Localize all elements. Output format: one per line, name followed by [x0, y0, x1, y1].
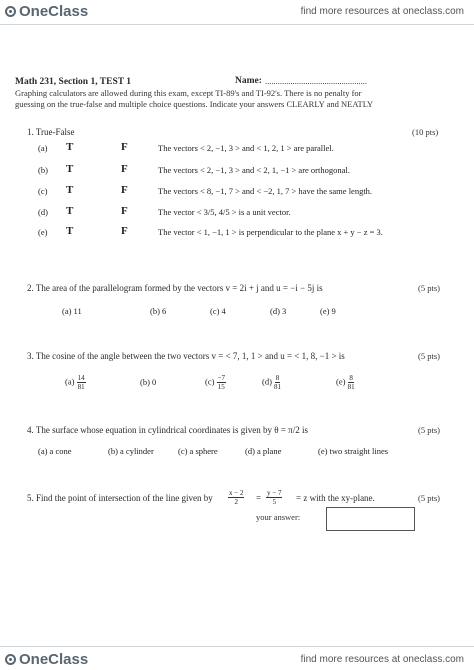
fraction	[217, 374, 226, 391]
tf-item-d	[38, 205, 291, 217]
true-option[interactable]: T	[66, 163, 74, 175]
q3-choice-a[interactable]	[65, 374, 86, 391]
numerator: x − 2	[229, 488, 244, 497]
q3-choice-d[interactable]	[262, 374, 281, 391]
choice-label: (e)	[336, 376, 346, 387]
fraction	[77, 374, 86, 391]
fraction	[266, 489, 282, 506]
oneclass-logo[interactable]	[5, 3, 88, 20]
q2-choice-c[interactable]: (c) 4	[210, 306, 226, 316]
q1-heading	[27, 127, 75, 138]
oneclass-brand-text: OneClass	[19, 3, 89, 20]
tf-item-a	[38, 141, 334, 153]
denominator: 2	[234, 497, 238, 506]
q5-equation-tail: = z with the xy-plane.	[296, 493, 375, 503]
numerator: 8	[349, 374, 353, 382]
tf-statement: The vectors < 2, −1, 3 > and < 2, 1, −1 > are orthogonal.	[158, 165, 350, 175]
top-bar	[0, 0, 474, 22]
tf-item-label: (e)	[38, 227, 48, 237]
bottom-bar	[0, 648, 474, 670]
numerator: 8	[275, 374, 280, 382]
denominator: 81	[347, 383, 355, 391]
q5-fraction-x	[228, 488, 244, 506]
denominator: 81	[77, 383, 85, 391]
oneclass-logo[interactable]	[5, 651, 88, 668]
q3-choice-b[interactable]	[140, 377, 156, 387]
choice-label: (b)	[140, 377, 150, 387]
tf-item-label: (a)	[38, 143, 48, 153]
true-option[interactable]: T	[66, 205, 74, 217]
choice-label: (c)	[205, 376, 215, 387]
q2-choice-b[interactable]: (b) 6	[150, 306, 167, 316]
name-blank: ................................................	[265, 76, 367, 86]
denominator: 5	[272, 497, 276, 506]
choice-label: (a)	[65, 376, 75, 387]
tf-statement: The vectors < 8, −1, 7 > and < −2, 1, 7 > have the same length.	[158, 186, 373, 196]
tf-item-label: (b)	[38, 165, 48, 175]
exam-header	[15, 76, 455, 88]
name-label: Name:	[235, 76, 262, 86]
q4-text: 4. The surface whose equation in cylindrical coordinates is given by θ = π/2 is	[27, 425, 308, 435]
oneclass-brand-text: OneClass	[19, 651, 89, 668]
q4-choice-a[interactable]: (a) a cone	[38, 446, 72, 456]
q2-choice-d[interactable]: (d) 3	[270, 306, 287, 316]
true-option[interactable]: T	[66, 225, 74, 237]
q3-choice-c[interactable]	[205, 374, 226, 391]
denominator: 15	[217, 383, 225, 391]
tf-item-label: (c)	[38, 186, 48, 196]
oneclass-logo-icon	[5, 6, 16, 17]
numerator: −7	[217, 374, 226, 382]
resources-link[interactable]: find more resources at oneclass.com	[300, 6, 464, 17]
bottom-divider	[0, 646, 474, 647]
resources-link[interactable]: find more resources at oneclass.com	[300, 654, 464, 665]
q5-fraction-y	[266, 488, 282, 506]
tf-item-e	[38, 225, 383, 237]
top-divider	[0, 24, 474, 25]
q4-choice-e[interactable]: (e) two straight lines	[318, 446, 389, 456]
false-option[interactable]: F	[121, 225, 128, 237]
q5-equals-1: =	[256, 493, 262, 503]
q3-points: (5 pts)	[418, 351, 440, 361]
false-option[interactable]: F	[121, 163, 128, 175]
instructions-line-1: Graphing calculators are allowed during this exam, except TI-89's and TI-92's. There is no penalty for	[15, 88, 362, 98]
false-option[interactable]: F	[121, 205, 128, 217]
fraction	[228, 489, 244, 506]
q4-points: (5 pts)	[418, 425, 440, 435]
q5-answer-label: your answer:	[256, 512, 301, 522]
exam-title: Math 231, Section 1, TEST 1	[15, 77, 132, 87]
tf-item-c	[38, 184, 373, 196]
choice-value: 0	[152, 377, 157, 387]
q4-choice-d[interactable]: (d) a plane	[245, 446, 282, 456]
q1-points: (10 pts)	[412, 127, 439, 137]
denominator: 81	[274, 383, 282, 391]
tf-item-label: (d)	[38, 207, 48, 217]
q5-points: (5 pts)	[418, 493, 440, 503]
true-option[interactable]: T	[66, 184, 74, 196]
q1-number: 1.	[27, 127, 34, 137]
q3-choice-e[interactable]	[336, 374, 355, 391]
tf-statement: The vector < 1, −1, 1 > is perpendicular to the plane x + y − z = 3.	[158, 227, 383, 237]
q2-choice-e[interactable]: (e) 9	[320, 306, 336, 316]
q1-title: True-False	[35, 127, 75, 137]
tf-item-b	[38, 163, 350, 175]
q4-choice-c[interactable]: (c) a sphere	[178, 446, 218, 456]
true-option[interactable]: T	[66, 141, 74, 153]
fraction	[348, 374, 355, 391]
q5-answer-box[interactable]	[326, 507, 415, 531]
numerator: y − 7	[267, 488, 282, 497]
instructions-line-2: guessing on the true-false and multiple choice questions. Indicate your answers CLEARLY and NEATLY	[15, 99, 374, 109]
q2-points: (5 pts)	[418, 283, 440, 293]
false-option[interactable]: F	[121, 184, 128, 196]
false-option[interactable]: F	[121, 141, 128, 153]
q2-text: 2. The area of the parallelogram formed by the vectors v = 2i + j and u = −i − 5j is	[27, 283, 323, 293]
choice-label: (d)	[262, 376, 272, 387]
q2-choice-a[interactable]: (a) 11	[62, 306, 82, 316]
q4-choice-b[interactable]: (b) a cylinder	[108, 446, 154, 456]
oneclass-logo-icon	[5, 654, 16, 665]
q3-text: 3. The cosine of the angle between the two vectors v = < 7, 1, 1 > and u = < 1, 8, −1 > is	[27, 351, 345, 361]
tf-statement: The vector < 3/5, 4/5 > is a unit vector.	[158, 207, 291, 217]
fraction	[274, 374, 281, 391]
tf-statement: The vectors < 2, −1, 3 > and < 1, 2, 1 > are parallel.	[158, 143, 334, 153]
numerator: 14	[77, 374, 85, 382]
q5-text: 5. Find the point of intersection of the line given by	[27, 493, 213, 503]
